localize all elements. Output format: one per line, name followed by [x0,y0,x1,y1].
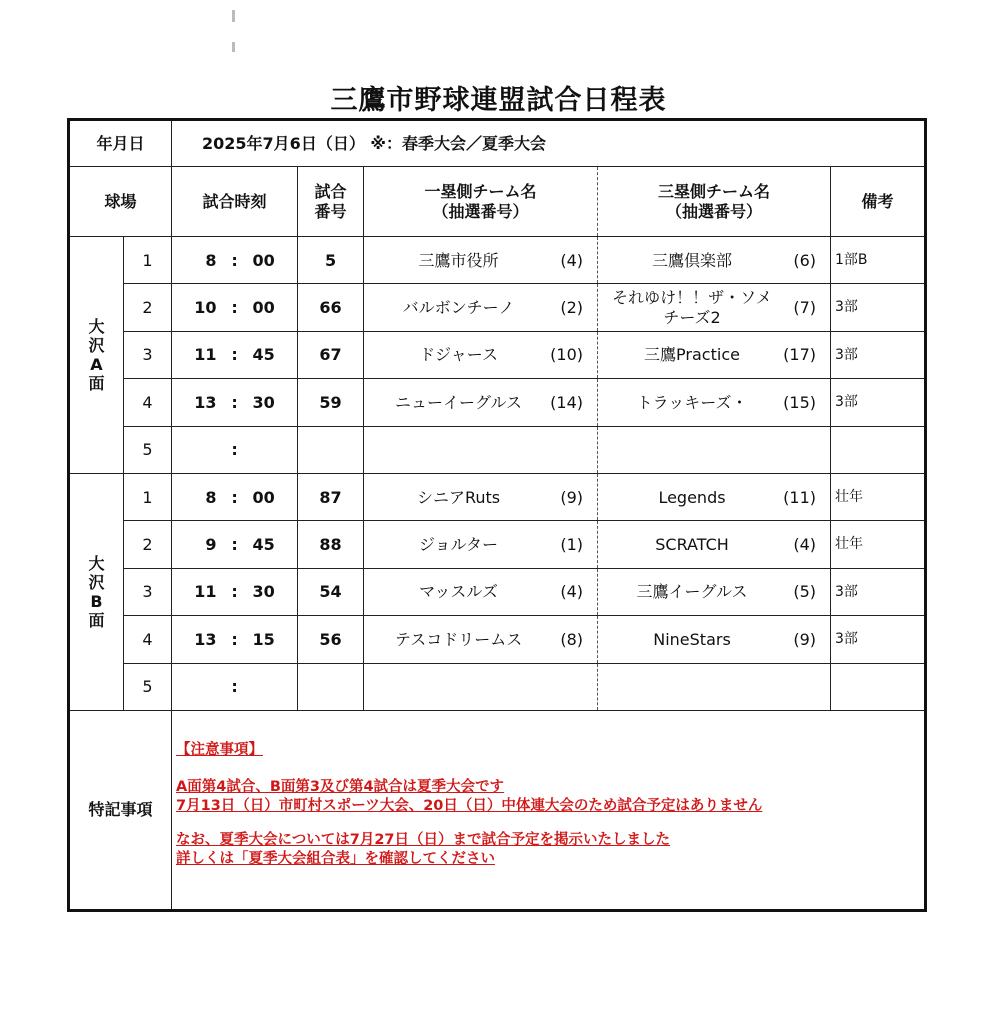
header-time: 試合時刻 [172,167,298,237]
header-game-no [298,167,364,237]
time-colon: : [231,487,238,507]
time-hour [185,677,217,696]
time-hour: 10 [194,297,217,317]
third-team-seed: (17) [783,345,817,365]
game-number [298,426,364,473]
header-first-base [364,167,598,237]
first-team-name: シニアRuts [416,487,501,507]
remark [831,663,926,710]
game-number [298,663,364,710]
first-team-seed: (2) [560,297,584,317]
notes-label: 特記事項 [69,710,172,910]
field-name-char: B [90,591,103,611]
game-time [172,568,298,615]
first-base-team [364,473,598,520]
page-title: 三鷹市野球連盟試合日程表 [330,85,667,116]
game-time [172,284,298,331]
first-base-team [364,331,598,378]
remark: 3部 [831,568,926,615]
slot-number: 2 [124,284,172,331]
slot-number: 3 [124,568,172,615]
header-game-no-line1: 試合 [314,182,347,202]
game-row [69,473,926,520]
third-team-seed: (9) [793,629,817,649]
third-team-seed: (6) [793,250,817,270]
game-number: 54 [298,568,364,615]
third-base-team [598,663,831,710]
slot-number: 1 [124,473,172,520]
time-minute: 00 [252,297,275,317]
first-team-name: マッスルズ [419,582,498,602]
game-row [69,663,926,710]
third-base-team [598,616,831,663]
slot-number: 4 [124,379,172,426]
game-time [172,473,298,520]
game-row [69,521,926,568]
header-third-base [598,167,831,237]
third-base-team [598,284,831,331]
game-row [69,568,926,615]
third-team-seed: (11) [783,487,817,507]
third-base-team [598,426,831,473]
third-team-name: 三鷹倶楽部 [652,250,733,270]
field-name-char: 面 [88,611,105,631]
field-name-char: 沢 [88,335,105,355]
date-value: 2025年7月6日（日） ※：春季大会／夏季大会 [172,120,926,167]
slot-number: 4 [124,616,172,663]
first-base-team [364,426,598,473]
third-team-seed: (15) [783,392,817,412]
time-hour: 8 [205,487,217,507]
date-label: 年月日 [69,120,172,167]
game-time [172,379,298,426]
schedule-table [67,118,927,912]
game-row [69,426,926,473]
time-hour: 13 [194,392,217,412]
third-team-seed: (5) [793,582,817,602]
time-minute: 45 [252,345,275,365]
header-remarks: 備考 [831,167,926,237]
header-row [69,167,926,237]
game-time [172,663,298,710]
game-row [69,331,926,378]
field-name [69,237,124,474]
game-row [69,284,926,331]
game-row [69,379,926,426]
time-colon: : [231,677,238,697]
field-name [69,473,124,710]
game-time [172,616,298,663]
third-team-name: NineStars [653,629,731,649]
time-minute [253,440,285,459]
slot-number: 3 [124,331,172,378]
time-colon: : [231,297,238,317]
slot-number: 1 [124,237,172,284]
first-team-seed: (4) [560,250,584,270]
header-first-base-line1: 一塁側チーム名 [424,182,537,202]
notes-row [69,710,926,910]
first-base-team [364,379,598,426]
time-hour: 11 [194,582,217,602]
game-number: 88 [298,521,364,568]
game-time [172,331,298,378]
remark: 壮年 [831,473,926,520]
remark: 壮年 [831,521,926,568]
time-colon: : [231,392,238,412]
first-team-seed: (14) [550,392,584,412]
remark: 3部 [831,331,926,378]
notes-line: A面第4試合、B面第3及び第4試合は夏季大会です [176,778,505,795]
slot-number: 5 [124,663,172,710]
time-hour: 8 [205,250,217,270]
notes-heading: 【注意事項】 [176,741,264,758]
third-team-name: 三鷹Practice [644,345,740,365]
third-base-team [598,237,831,284]
time-minute: 30 [252,392,275,412]
third-team-name: トラッキーズ・ [636,392,748,412]
header-first-base-line2: （抽選番号） [432,201,529,221]
first-team-name: 三鷹市役所 [418,250,499,270]
first-base-team [364,284,598,331]
first-team-name: テスコドリームス [394,629,523,649]
first-team-name: ニューイーグルス [394,392,523,412]
time-colon: : [231,250,238,270]
time-hour [185,440,217,459]
third-base-team [598,568,831,615]
game-number: 56 [298,616,364,663]
time-minute: 00 [252,250,275,270]
time-colon: : [231,629,238,649]
game-row [69,616,926,663]
game-number: 5 [298,237,364,284]
third-team-name: 三鷹イーグルス [636,582,748,602]
field-name-char: 大 [88,316,105,336]
header-game-no-line2: 番号 [314,201,347,221]
header-field: 球場 [69,167,172,237]
field-name-char: 大 [88,553,105,573]
time-hour: 11 [194,345,217,365]
first-team-seed: (10) [550,345,584,365]
first-team-name: バルボンチーノ [402,297,515,317]
first-team-name: ドジャース [419,345,498,365]
notes-line: 詳しくは「夏季大会組合表」を確認してください [176,851,496,868]
first-base-team [364,237,598,284]
notes-line: なお、夏季大会については7月27日（日）まで試合予定を掲示いたしました [176,832,670,849]
first-team-seed: (9) [560,487,584,507]
time-colon: : [231,440,238,460]
slot-number: 5 [124,426,172,473]
first-base-team [364,568,598,615]
game-time [172,426,298,473]
time-hour: 13 [194,629,217,649]
remark: 3部 [831,284,926,331]
third-base-team [598,379,831,426]
game-row [69,237,926,284]
third-team-name: それゆけ！！ザ・ソメチーズ2 [612,288,772,327]
field-name-char: 面 [88,374,105,394]
time-colon: : [231,534,238,554]
field-name-char: 沢 [88,572,105,592]
time-colon: : [231,582,238,602]
first-team-seed: (1) [560,534,584,554]
first-team-name: ジョルター [418,534,499,554]
notes-content [172,710,926,910]
first-base-team [364,663,598,710]
time-hour: 9 [205,534,217,554]
header-third-base-line1: 三塁側チーム名 [658,182,771,202]
third-base-team [598,521,831,568]
remark: 3部 [831,379,926,426]
notes-line: 7月13日（日）市町村スポーツ大会、20日（日）中体連大会のため試合予定はありません [176,797,763,814]
game-number: 66 [298,284,364,331]
date-row [69,120,926,167]
time-minute [253,677,285,696]
third-team-name: Legends [658,487,726,507]
slot-number: 2 [124,521,172,568]
third-base-team [598,331,831,378]
first-team-seed: (4) [560,582,584,602]
game-time [172,237,298,284]
third-base-team [598,473,831,520]
remark: 3部 [831,616,926,663]
time-minute: 00 [252,487,275,507]
game-time [172,521,298,568]
game-number: 67 [298,331,364,378]
time-minute: 45 [252,534,275,554]
time-minute: 30 [252,582,275,602]
remark: 1部B [831,237,926,284]
first-team-seed: (8) [560,629,584,649]
time-minute: 15 [252,629,275,649]
first-base-team [364,521,598,568]
game-number: 59 [298,379,364,426]
time-colon: : [231,345,238,365]
first-base-team [364,616,598,663]
field-name-char: A [90,354,103,374]
third-team-seed: (4) [793,534,817,554]
header-third-base-line2: （抽選番号） [666,201,763,221]
third-team-name: SCRATCH [655,534,729,554]
game-number: 87 [298,473,364,520]
remark [831,426,926,473]
third-team-seed: (7) [793,297,817,317]
